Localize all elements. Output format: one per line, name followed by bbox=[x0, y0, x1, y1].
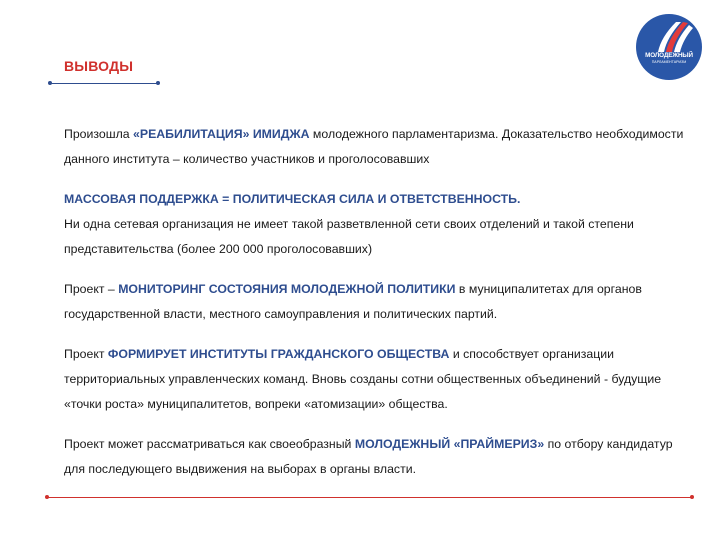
paragraph-civil-society bbox=[64, 342, 684, 417]
logo-text-sub: ПАРЛАМЕНТАРИЗМ bbox=[651, 60, 687, 64]
paragraph-monitoring bbox=[64, 277, 684, 327]
slide-title: ВЫВОДЫ bbox=[64, 58, 134, 74]
paragraph-text: Проект bbox=[64, 347, 108, 361]
paragraph-text: Ни одна сетевая организация не имеет такой разветвленной сети своих отделений и такой степени представительства (более 200 000 проголосовавших) bbox=[64, 217, 634, 256]
content bbox=[64, 122, 684, 497]
paragraph-text: по отбору кандидатур для последующего выдвижения на выборах в органы власти. bbox=[64, 437, 673, 476]
bottom-divider-dot-left bbox=[45, 495, 49, 499]
logo-text-main: МОЛОДЕЖНЫЙ bbox=[645, 52, 693, 59]
paragraph-highlight: МОНИТОРИНГ СОСТОЯНИЯ МОЛОДЕЖНОЙ ПОЛИТИКИ bbox=[118, 282, 456, 296]
title-underline-dot-left bbox=[48, 81, 52, 85]
bottom-divider bbox=[47, 497, 692, 498]
paragraph-highlight: МАССОВАЯ ПОДДЕРЖКА = ПОЛИТИЧЕСКАЯ СИЛА И ОТВЕТСТВЕННОСТЬ. bbox=[64, 192, 521, 206]
paragraph-text: молодежного парламентаризма. Доказательство необходимости данного института – количество участников и проголосовавших bbox=[64, 127, 684, 166]
paragraph-text: Произошла bbox=[64, 127, 134, 141]
paragraph-text: Проект может рассматриваться как своеобразный bbox=[64, 437, 355, 451]
paragraph-primaries bbox=[64, 432, 684, 482]
paragraph-text: и способствует организации территориальных управленческих команд. Вновь созданы сотни общественных объединений - будущие «точки роста» муниципалитетов, вопреки «атомизации» общества. bbox=[64, 347, 662, 411]
paragraph-highlight: «РЕАБИЛИТАЦИЯ» ИМИДЖА bbox=[133, 127, 310, 141]
title-underline bbox=[50, 83, 158, 84]
paragraph-text: в муниципалитетах для органов государственной власти, местного самоуправления и политических партий. bbox=[64, 282, 642, 321]
paragraph-highlight: МОЛОДЕЖНЫЙ «ПРАЙМЕРИЗ» bbox=[354, 437, 545, 451]
paragraph-mass-support bbox=[64, 187, 684, 262]
flag-stripes-icon bbox=[636, 14, 702, 80]
paragraph-highlight: ФОРМИРУЕТ ИНСТИТУТЫ ГРАЖДАНСКОГО ОБЩЕСТВА bbox=[107, 347, 450, 361]
paragraph-rehabilitation bbox=[64, 122, 684, 172]
paragraph-text: Проект – bbox=[64, 282, 119, 296]
logo bbox=[636, 14, 702, 80]
title-underline-dot-right bbox=[156, 81, 160, 85]
bottom-divider-dot-right bbox=[690, 495, 694, 499]
